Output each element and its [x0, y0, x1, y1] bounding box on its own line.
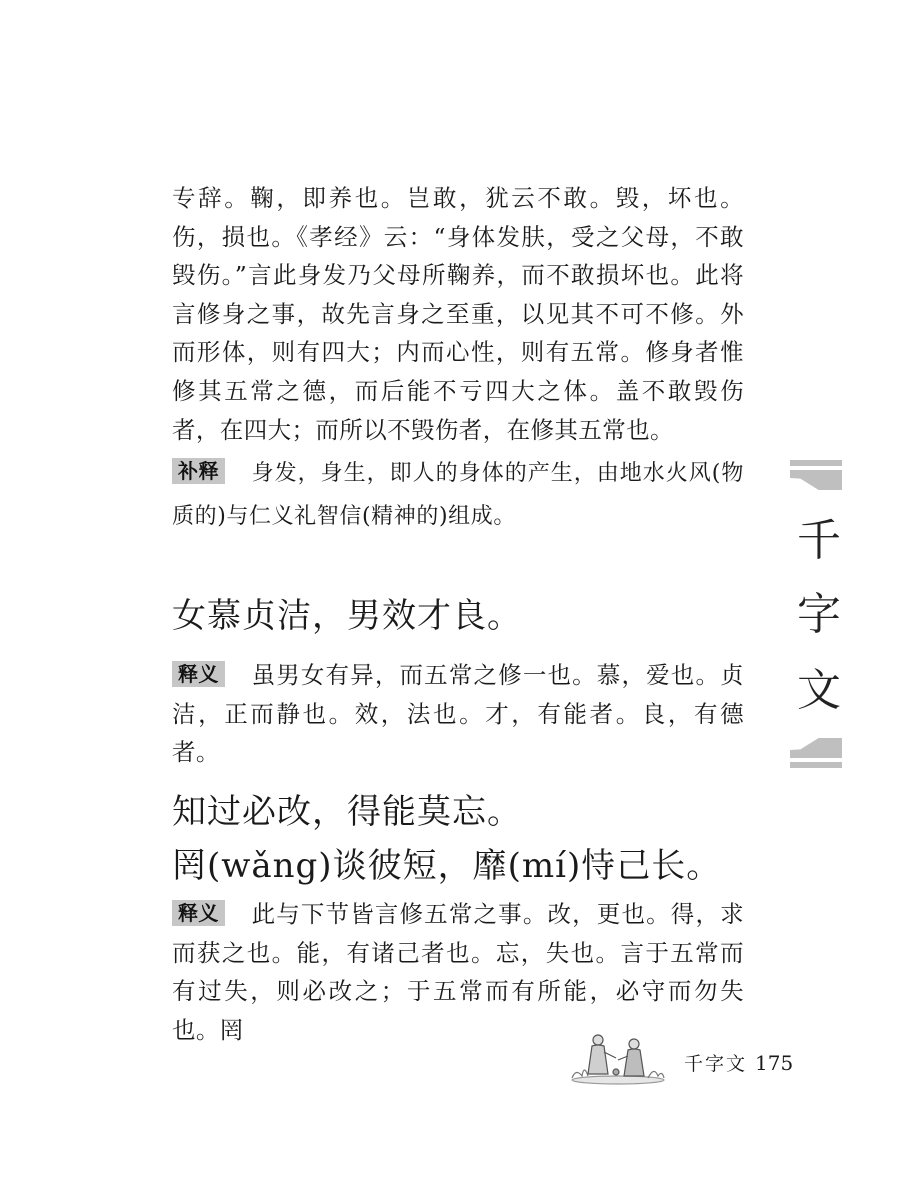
gloss-2-text: 此与下节皆言修五常之事。改，更也。得，求而获之也。能，有诸己者也。忘，失也。言于五常而有过失，则必改之；于五常而有所能，必守而勿失也。罔: [172, 900, 744, 1044]
tab-bottom-bracket: [790, 738, 842, 768]
side-section-tab: [790, 460, 842, 768]
supplement-text: 身发，身生，即人的身体的产生，由地水火风(物质的)与仁义礼智信(精神的)组成。: [172, 461, 744, 529]
gloss-1-text: 虽男女有异，而五常之修一也。慕，爱也。贞洁，正而静也。效，法也。才，有能者。良，有德者。: [172, 661, 744, 767]
page-footer: [684, 1050, 793, 1077]
tab-top-bracket: [790, 460, 842, 490]
tab-char-1: 千: [797, 515, 841, 566]
tab-char-3: 文: [797, 665, 841, 716]
page-number: 175: [755, 1051, 794, 1075]
verse-1: 女慕贞洁，男效才良。: [172, 596, 522, 636]
supplement-note: [172, 452, 744, 538]
gloss-2-tag: 释义: [172, 900, 225, 926]
gloss-2: [172, 895, 744, 1049]
tab-char-2: 字: [797, 589, 841, 640]
scholars-illustration-icon: [568, 1028, 668, 1086]
verse-2-line-1: 知过必改，得能莫忘。: [172, 792, 522, 832]
footer-book-title: 千字文: [684, 1053, 748, 1075]
verse-2-line-2: 罔(wǎng)谈彼短，靡(mí)恃己长。: [172, 846, 722, 886]
supplement-tag: 补释: [172, 458, 225, 484]
paragraph-1: 专辞。鞠，即养也。岂敢，犹云不敢。毁，坏也。伤，损也。《孝经》云：“身体发肤，受之父母，不敢毁伤。”言此身发乃父母所鞠养，而不敢损坏也。此将言修身之事，故先言身之至重，以见其不可不修。外而形体，则有四大；内而心性，则有五常。修身者惟修其五常之德，而后能不亏四大之体。盖不敢毁伤者，在四大；而所以不毁伤者，在修其五常也。: [172, 184, 744, 444]
gloss-1: [172, 656, 744, 772]
gloss-1-tag: 释义: [172, 661, 225, 687]
